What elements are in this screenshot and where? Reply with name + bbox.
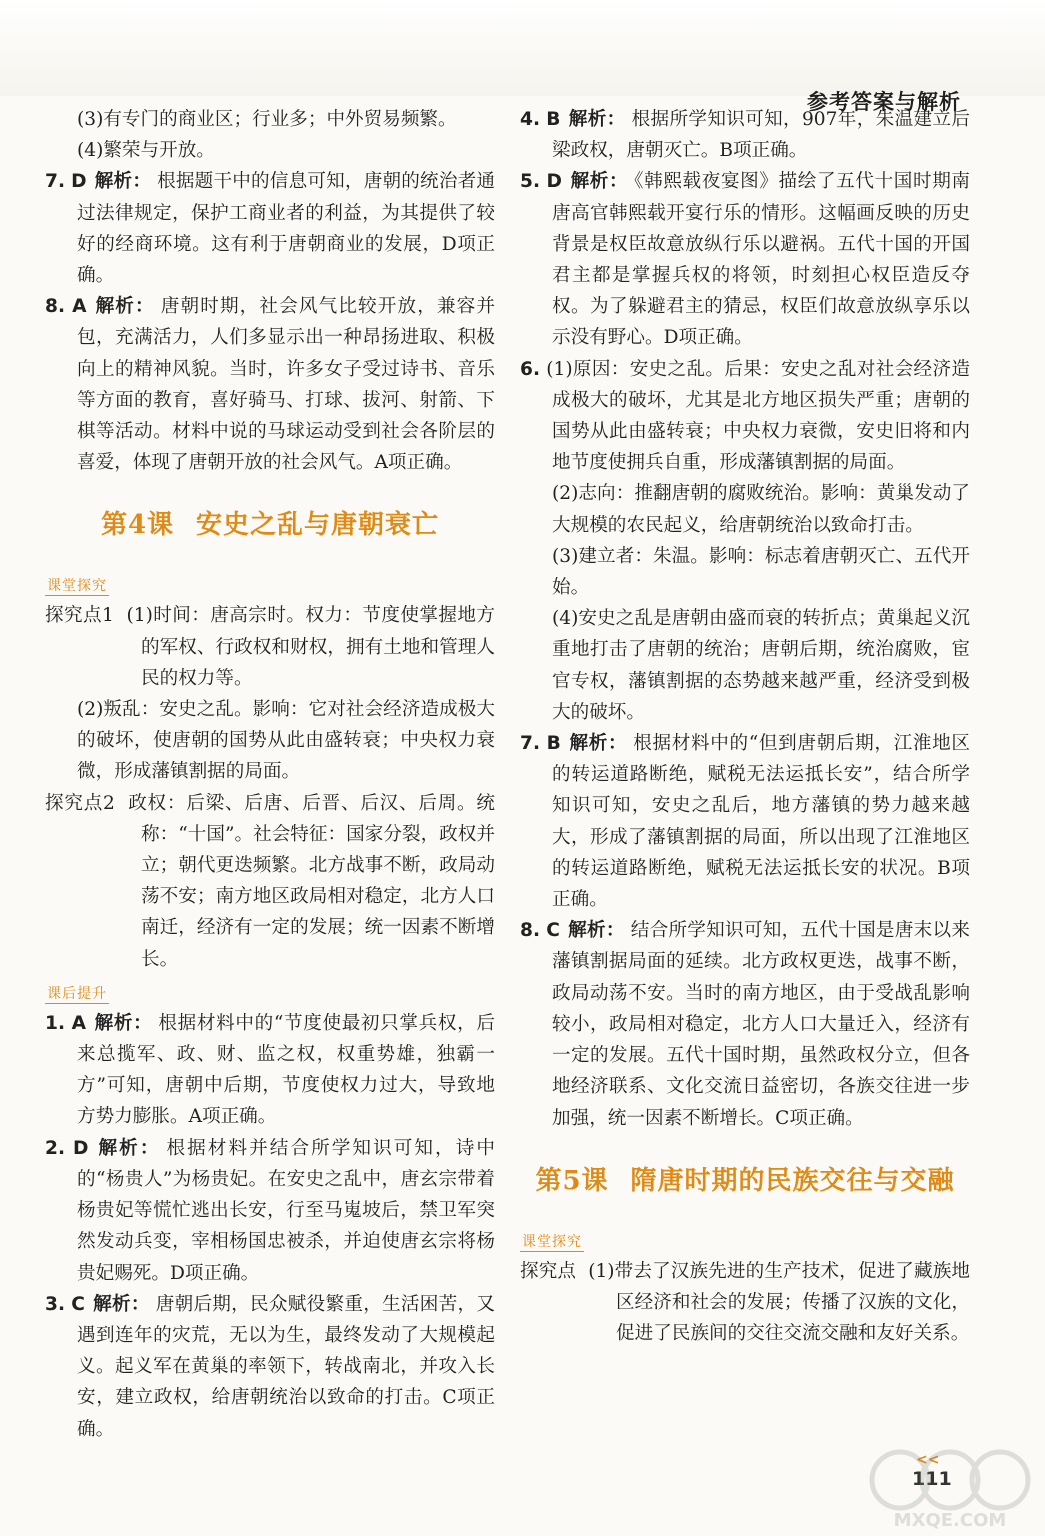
answer-item-3: [45, 1289, 495, 1445]
analysis-text: 根据材料中的“但到唐朝后期，江淮地区的转运道路断绝，赋税无法运抵长安”，结合所学知识可知，安史之乱后，地方藩镇的势力越来越大，形成了藩镇割据的局面，所以出现了江淮地区的转运道路断绝，赋税无法运抵长安的状况。B项正确。: [552, 733, 970, 911]
answer-item-5: [520, 166, 970, 353]
explore-point-1-part2: (2)叛乱：安史之乱。影响：它对社会经济造成极大的破坏，使唐朝的国势从此由盛转衰；中央权力衰微，形成藩镇割据的局面。: [77, 699, 495, 783]
answer-letter: D: [73, 1137, 89, 1159]
explore-point-1: [45, 600, 495, 694]
lesson-number: 第5课: [535, 1165, 609, 1196]
answer-line: (3)有专门的商业区；行业多；中外贸易频繁。: [77, 109, 457, 130]
question-number: 7.: [45, 171, 66, 193]
watermark-text: MXQE.COM: [893, 1510, 1007, 1531]
answer-letter: D: [71, 171, 87, 193]
right-column: [520, 104, 970, 1349]
answer-line: (4)繁荣与开放。: [77, 140, 215, 162]
answer-letter: C: [546, 920, 560, 942]
answer-letter: D: [546, 171, 562, 193]
analysis-label: 解析：: [569, 171, 629, 193]
left-column: [45, 104, 495, 1445]
analysis-label: 解析：: [568, 733, 628, 755]
section-tag-after-class: 课后提升: [45, 983, 109, 1004]
explore-head: 探究点2: [45, 792, 115, 814]
section-tag-class-explore: 课堂探究: [520, 1231, 584, 1252]
analysis-label: 解析：: [92, 1293, 150, 1315]
answer-letter: A: [72, 296, 87, 318]
analysis-label: 解析：: [96, 1137, 161, 1159]
section-tag-class-explore: 课堂探究: [45, 575, 109, 596]
answer-letter: A: [71, 1012, 86, 1034]
analysis-text: 唐朝后期，民众赋役繁重，生活困苦，又遇到连年的灾荒，无以为生，最终发动了大规模起义。起义军在黄巢的率领下，转战南北，并攻入长安，建立政权，给唐朝统治以致命的打击。C项正确。: [77, 1293, 495, 1440]
explore-point-2: [45, 788, 495, 975]
question-number: 4.: [520, 109, 541, 130]
analysis-text: 根据材料并结合所学知识可知，诗中的“杨贵人”为杨贵妃。在安史之乱中，唐玄宗带着杨贵妃等慌忙逃出长安，行至马嵬坡后，禁卫军突然发动兵变，宰相杨国忠被杀，并迫使唐玄宗将杨贵妃赐死。D项正确。: [77, 1137, 495, 1284]
analysis-text: 根据题干中的信息可知，唐朝的统治者通过法律规定，保护工商业者的利益，为其提供了较好的经商环境。这有利于唐朝商业的发展，D项正确。: [77, 171, 495, 287]
answer-text: (1)原因：安史之乱。后果：安史之乱对社会经济造成极大的破坏，尤其是北方地区损失严重；唐朝的国势从此由盛转衰；中央权力衰微，安史旧将和内地节度使拥兵自重，形成藩镇割据的局面。: [546, 358, 970, 474]
answer-item-1: [45, 1008, 495, 1133]
explore-text: (1)时间：唐高宗时。权力：节度使掌握地方的军权、行政权和财权，拥有土地和管理人民的权力等。: [126, 605, 495, 689]
analysis-label: 解析：: [93, 1012, 153, 1034]
page-chevron-icon: <<: [916, 1452, 940, 1468]
answer-item-4: [520, 104, 970, 166]
analysis-label: 解析：: [94, 296, 155, 318]
analysis-text: 唐朝时期，社会风气比较开放，兼容并包，充满活力，人们多显示出一种昂扬进取、积极向上的精神风貌。当时，许多女子受过诗书、音乐等方面的教育，喜好骑马、打球、拔河、射箭、下棋等活动。材料中说的马球运动受到社会各阶层的喜爱，体现了唐朝开放的社会风气。A项正确。: [77, 296, 495, 474]
answer-item-6-part2: (2)志向：推翻唐朝的腐败统治。影响：黄巢发动了大规模的农民起义，给唐朝统治以致命打击。: [552, 483, 970, 536]
question-number: 7.: [520, 733, 541, 755]
page-header-title: 参考答案与解析: [807, 90, 961, 114]
lesson-title: 隋唐时期的民族交往与交融: [630, 1165, 955, 1196]
analysis-label: 解析：: [567, 920, 625, 942]
page-number: 111: [912, 1468, 952, 1490]
explore-head: 探究点1: [45, 605, 114, 627]
answer-item-2: [45, 1133, 495, 1289]
answer-item-6-part4: (4)安史之乱是唐朝由盛而衰的转折点；黄巢起义沉重地打击了唐朝的统治；唐朝后期，统治腐败，宦官专权，藩镇割据的态势越来越严重，经济受到极大的破坏。: [552, 608, 970, 723]
question-number: 1.: [45, 1012, 66, 1034]
explore-text: 政权：后梁、后唐、后晋、后汉、后周。统称：“十国”。社会特征：国家分裂，政权并立；朝代更迭频繁。北方战事不断，政局动荡不安；南方地区政局相对稳定，北方人口南迁，经济有一定的发展；统一因素不断增长。: [128, 792, 495, 970]
explore-point: [520, 1256, 970, 1350]
explore-text: (1)带去了汉族先进的生产技术，促进了藏族地区经济和社会的发展；传播了汉族的文化，促进了民族间的交往交流交融和友好关系。: [588, 1260, 971, 1345]
analysis-label: 解析：: [94, 171, 152, 193]
header-bar: [0, 0, 1045, 96]
answer-item-8b: [520, 915, 970, 1133]
answer-letter: B: [546, 733, 561, 755]
question-number: 8.: [45, 296, 66, 318]
lesson-title: 安史之乱与唐朝衰亡: [196, 510, 440, 541]
question-number: 8.: [520, 920, 541, 942]
answer-item-7b: [520, 728, 970, 915]
analysis-text: 《韩熙载夜宴图》描绘了五代十国时期南唐高官韩熙载开宴行乐的情形。这幅画反映的历史背景是权臣故意放纵行乐以避祸。五代十国的开国君主都是掌握兵权的将领，时刻担心权臣造反夺权。为了躲避君主的猜忌，权臣们故意放纵享乐以示没有野心。D项正确。: [552, 171, 970, 349]
question-number: 5.: [520, 171, 541, 193]
watermark-logo: [860, 1440, 1040, 1532]
answer-item-6: [520, 354, 970, 479]
answer-letter: C: [71, 1293, 85, 1315]
lesson-5-heading: [520, 1160, 970, 1197]
question-number: 6.: [520, 358, 541, 380]
analysis-text: 根据所学知识可知，907年，朱温建立后梁政权，唐朝灭亡。B项正确。: [552, 109, 970, 162]
answer-item-8: [45, 291, 495, 478]
question-number: 2.: [45, 1137, 66, 1159]
answer-item-7: [45, 166, 495, 291]
lesson-number: 第4课: [100, 510, 175, 541]
question-number: 3.: [45, 1293, 66, 1315]
analysis-text: 根据材料中的“节度使最初只掌兵权，后来总揽军、政、财、监之权，权重势雄，独霸一方”可知，唐朝中后期，节度使权力过大，导致地方势力膨胀。A项正确。: [77, 1012, 495, 1128]
answer-letter: B: [546, 109, 561, 130]
analysis-label: 解析：: [568, 109, 626, 130]
lesson-4-heading: [45, 504, 495, 541]
explore-head: 探究点: [520, 1260, 577, 1282]
answer-item-6-part3: (3)建立者：朱温。影响：标志着唐朝灭亡、五代开始。: [552, 545, 970, 599]
analysis-text: 结合所学知识可知，五代十国是唐末以来藩镇割据局面的延续。北方政权更迭，战事不断，政局动荡不安。当时的南方地区，由于受战乱影响较小，政局相对稳定，北方人口大量迁入，经济有一定的发展。五代十国时期，虽然政权分立，但各地经济联系、文化交流日益密切，各族交往进一步加强，统一因素不断增长。C项正确。: [552, 920, 970, 1129]
